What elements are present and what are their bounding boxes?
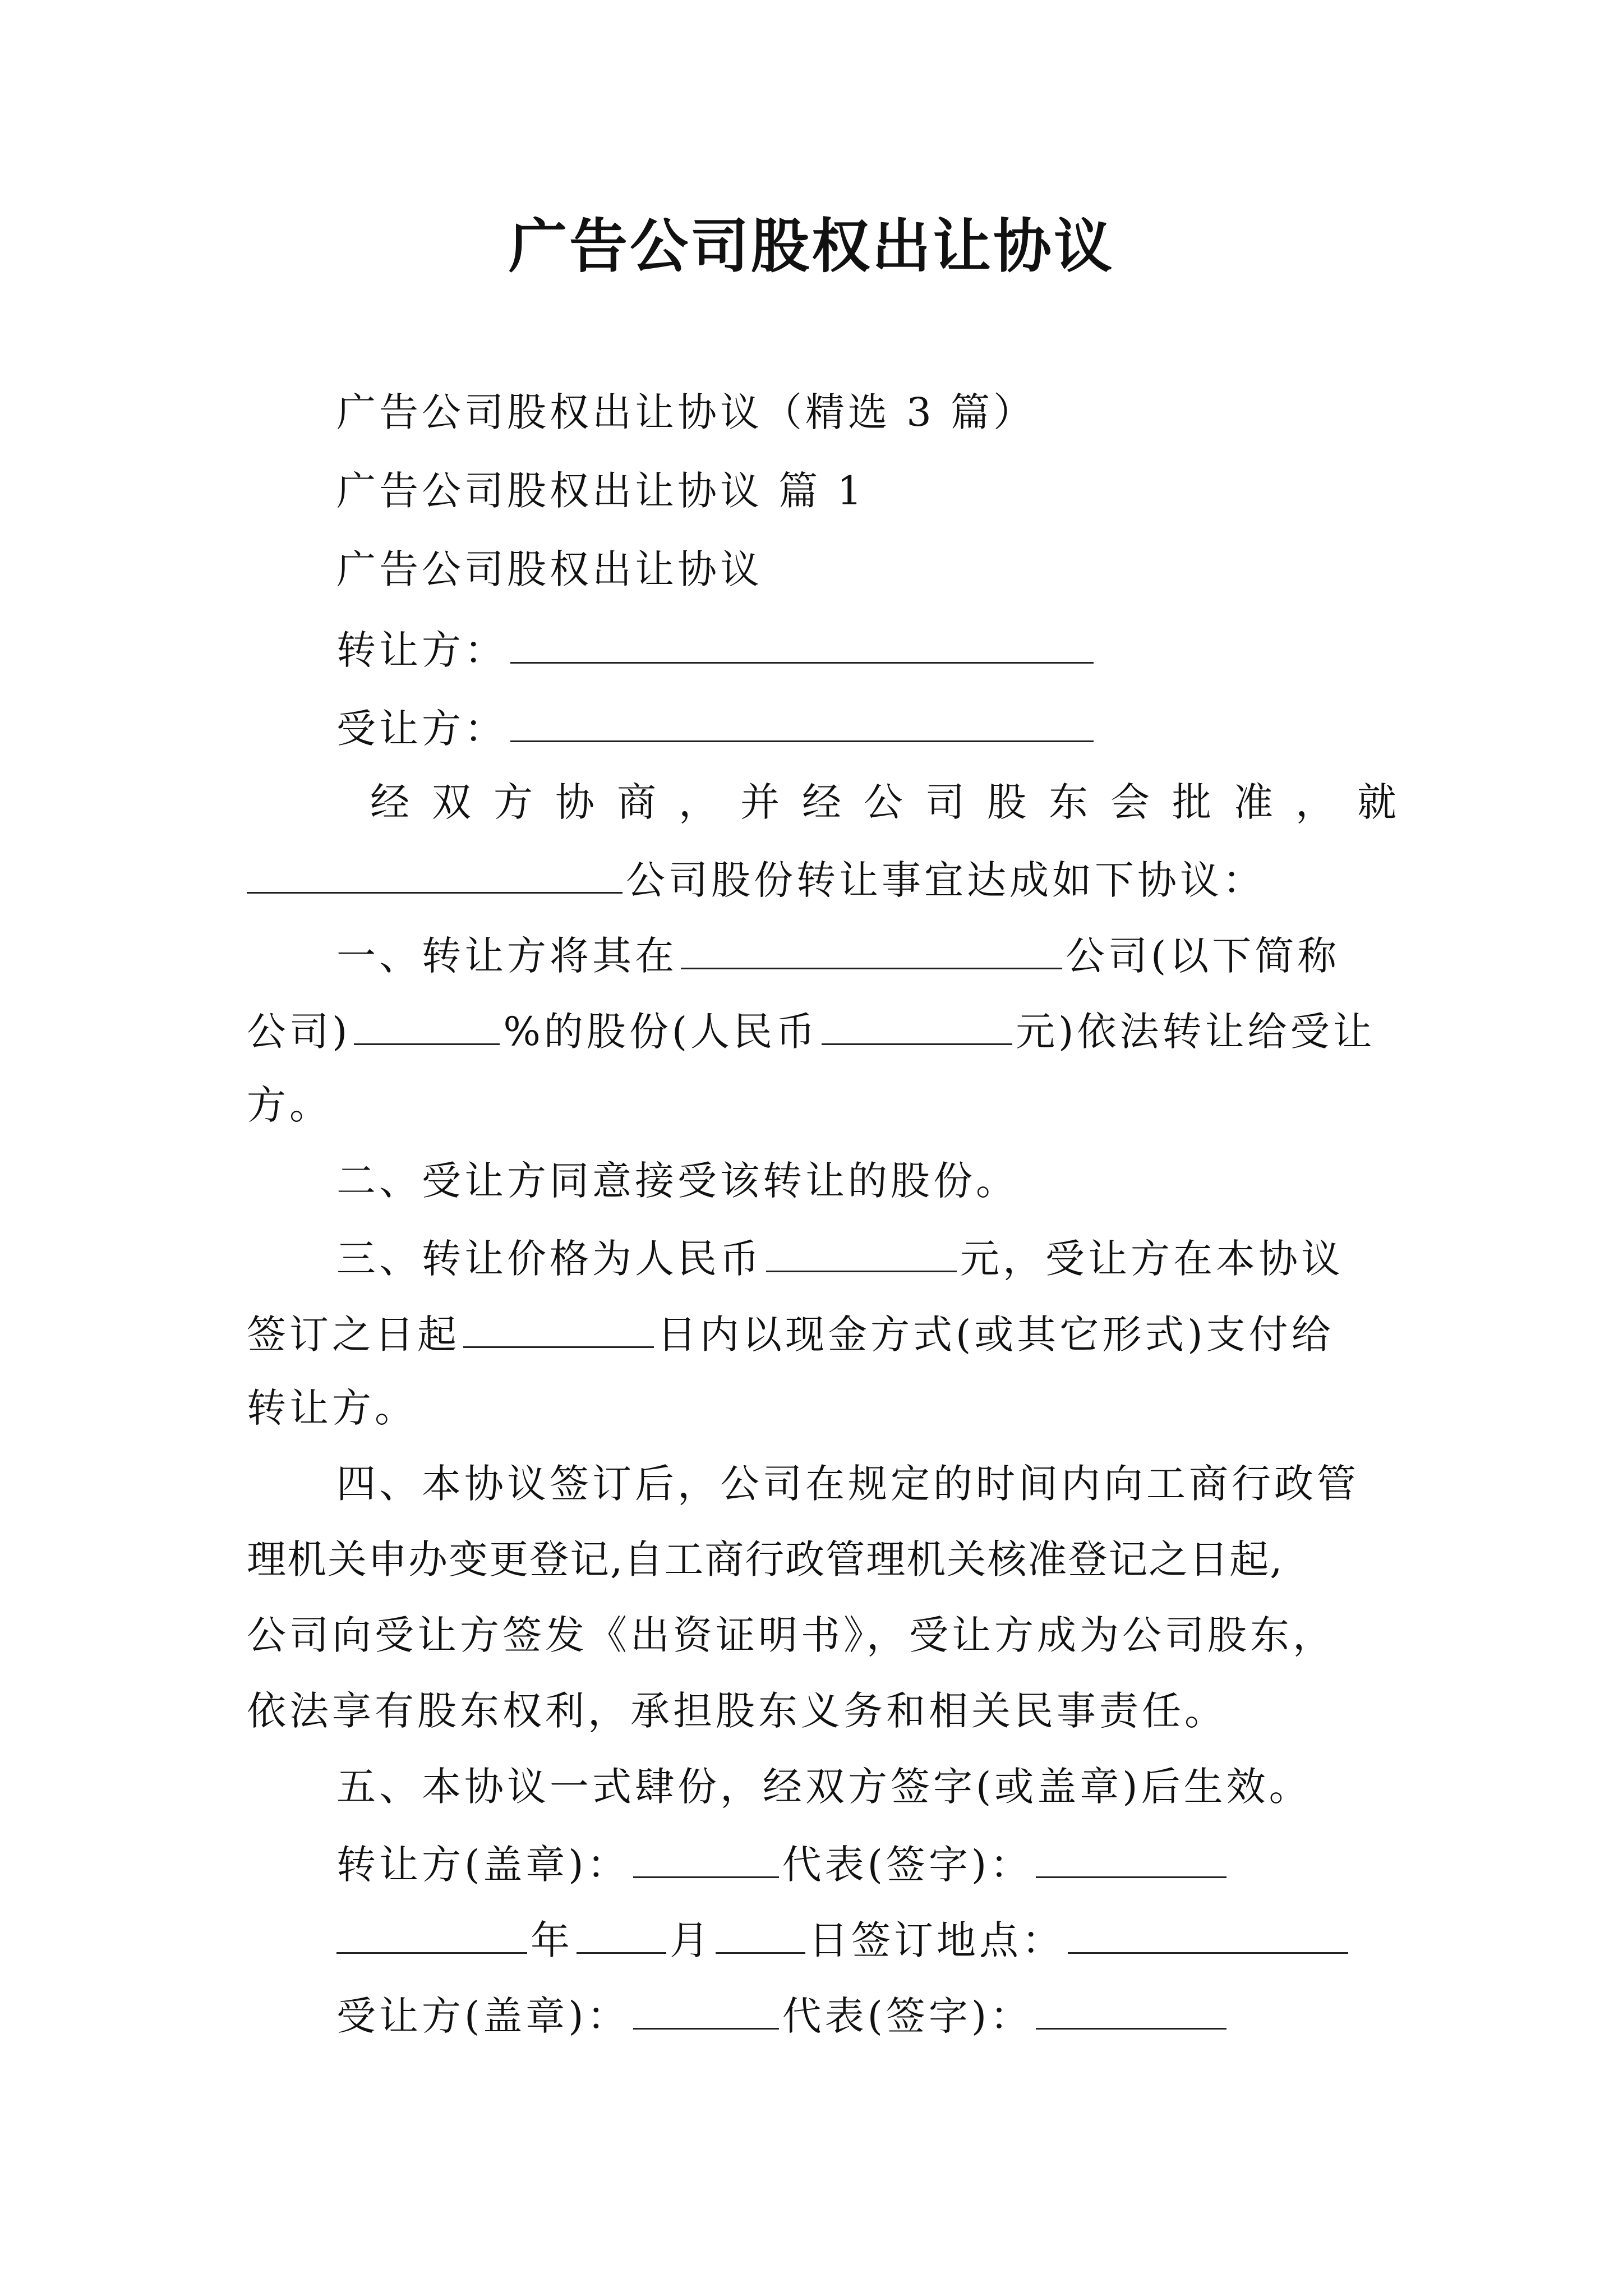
clause-2: 二、受让方同意接受该转让的股份。 bbox=[336, 1158, 1018, 1204]
year-blank bbox=[336, 1913, 527, 1954]
clause-3-line-1 bbox=[336, 1231, 1344, 1284]
transferee-line bbox=[336, 701, 1097, 754]
clause-1-text-d: %的股份(人民币 bbox=[503, 1009, 819, 1055]
clause-3-line-3: 转让方。 bbox=[247, 1385, 417, 1431]
part-label: 广告公司股权出让协议 篇 1 bbox=[336, 468, 866, 514]
company-name-blank bbox=[247, 853, 623, 894]
transferor-seal-blank bbox=[633, 1837, 779, 1878]
transferor-line bbox=[336, 623, 1097, 675]
clause-1-line-1 bbox=[336, 928, 1340, 981]
month-label: 月 bbox=[670, 1917, 712, 1963]
clause-1-percent-blank bbox=[354, 1004, 500, 1045]
clause-3-text-a: 三、转让价格为人民币 bbox=[336, 1236, 763, 1282]
year-label: 年 bbox=[531, 1917, 573, 1963]
clause-1-text-e: 元)依法转让给受让 bbox=[1016, 1009, 1376, 1055]
transferee-rep-blank bbox=[1036, 1989, 1227, 2030]
transferor-seal-label: 转让方(盖章)： bbox=[336, 1842, 630, 1888]
signature-transferor-line bbox=[336, 1837, 1230, 1890]
clause-1-text-a: 一、转让方将其在 bbox=[336, 933, 677, 979]
clause-3-days-blank bbox=[463, 1307, 654, 1348]
clause-1-line-3: 方。 bbox=[247, 1082, 332, 1128]
subtitle: 广告公司股权出让协议（精选 3 篇） bbox=[336, 389, 1036, 435]
transferee-seal-label: 受让方(盖章)： bbox=[336, 1993, 630, 2039]
clause-5: 五、本协议一式肆份，经双方签字(或盖章)后生效。 bbox=[336, 1764, 1312, 1810]
intro-line-2 bbox=[247, 853, 1265, 905]
clause-4-line-3: 公司向受让方签发《出资证明书》，受让方成为公司股东， bbox=[247, 1612, 1335, 1658]
place-blank bbox=[1068, 1913, 1348, 1954]
date-place-line bbox=[336, 1913, 1352, 1966]
month-blank bbox=[577, 1913, 666, 1954]
clause-1-text-c: 公司) bbox=[247, 1009, 351, 1055]
transferor-label: 转让方： bbox=[336, 627, 507, 673]
transferee-blank bbox=[510, 701, 1094, 742]
clause-4-line-2: 理机关申办变更登记,自工商行政管理机关核准登记之日起, bbox=[247, 1536, 1284, 1582]
signature-transferee-line bbox=[336, 1989, 1230, 2041]
transferee-rep-label: 代表(签字)： bbox=[782, 1993, 1033, 2039]
clause-4-line-1: 四、本协议签订后，公司在规定的时间内向工商行政管 bbox=[336, 1461, 1359, 1507]
clause-4-line-4: 依法享有股东权利，承担股东义务和相关民事责任。 bbox=[247, 1688, 1227, 1734]
intro-line-1: 经双方协商，并经公司股东会批准，就 bbox=[370, 779, 1419, 825]
day-blank bbox=[716, 1913, 805, 1954]
transferee-label: 受让方： bbox=[336, 706, 507, 752]
clause-3-line-2 bbox=[247, 1307, 1334, 1360]
intro-line-2-text: 公司股份转让事宜达成如下协议： bbox=[626, 857, 1265, 903]
clause-1-text-b: 公司(以下简称 bbox=[1066, 933, 1340, 979]
clause-1-line-2 bbox=[247, 1004, 1375, 1057]
clause-3-price-blank bbox=[766, 1231, 957, 1272]
transferor-blank bbox=[510, 623, 1094, 664]
transferee-seal-blank bbox=[633, 1989, 779, 2030]
clause-3-text-c: 签订之日起 bbox=[247, 1312, 460, 1358]
clause-3-text-b: 元，受让方在本协议 bbox=[960, 1236, 1344, 1282]
transferor-rep-label: 代表(签字)： bbox=[782, 1842, 1033, 1888]
clause-1-company-blank bbox=[681, 928, 1062, 969]
clause-1-amount-blank bbox=[822, 1004, 1012, 1045]
section-heading: 广告公司股权出让协议 bbox=[336, 546, 763, 592]
day-place-label: 日签订地点： bbox=[809, 1917, 1064, 1963]
transferor-rep-blank bbox=[1036, 1837, 1227, 1878]
clause-3-text-d: 日内以现金方式(或其它形式)支付给 bbox=[657, 1312, 1334, 1358]
document-title: 广告公司股权出让协议 bbox=[508, 211, 1114, 280]
